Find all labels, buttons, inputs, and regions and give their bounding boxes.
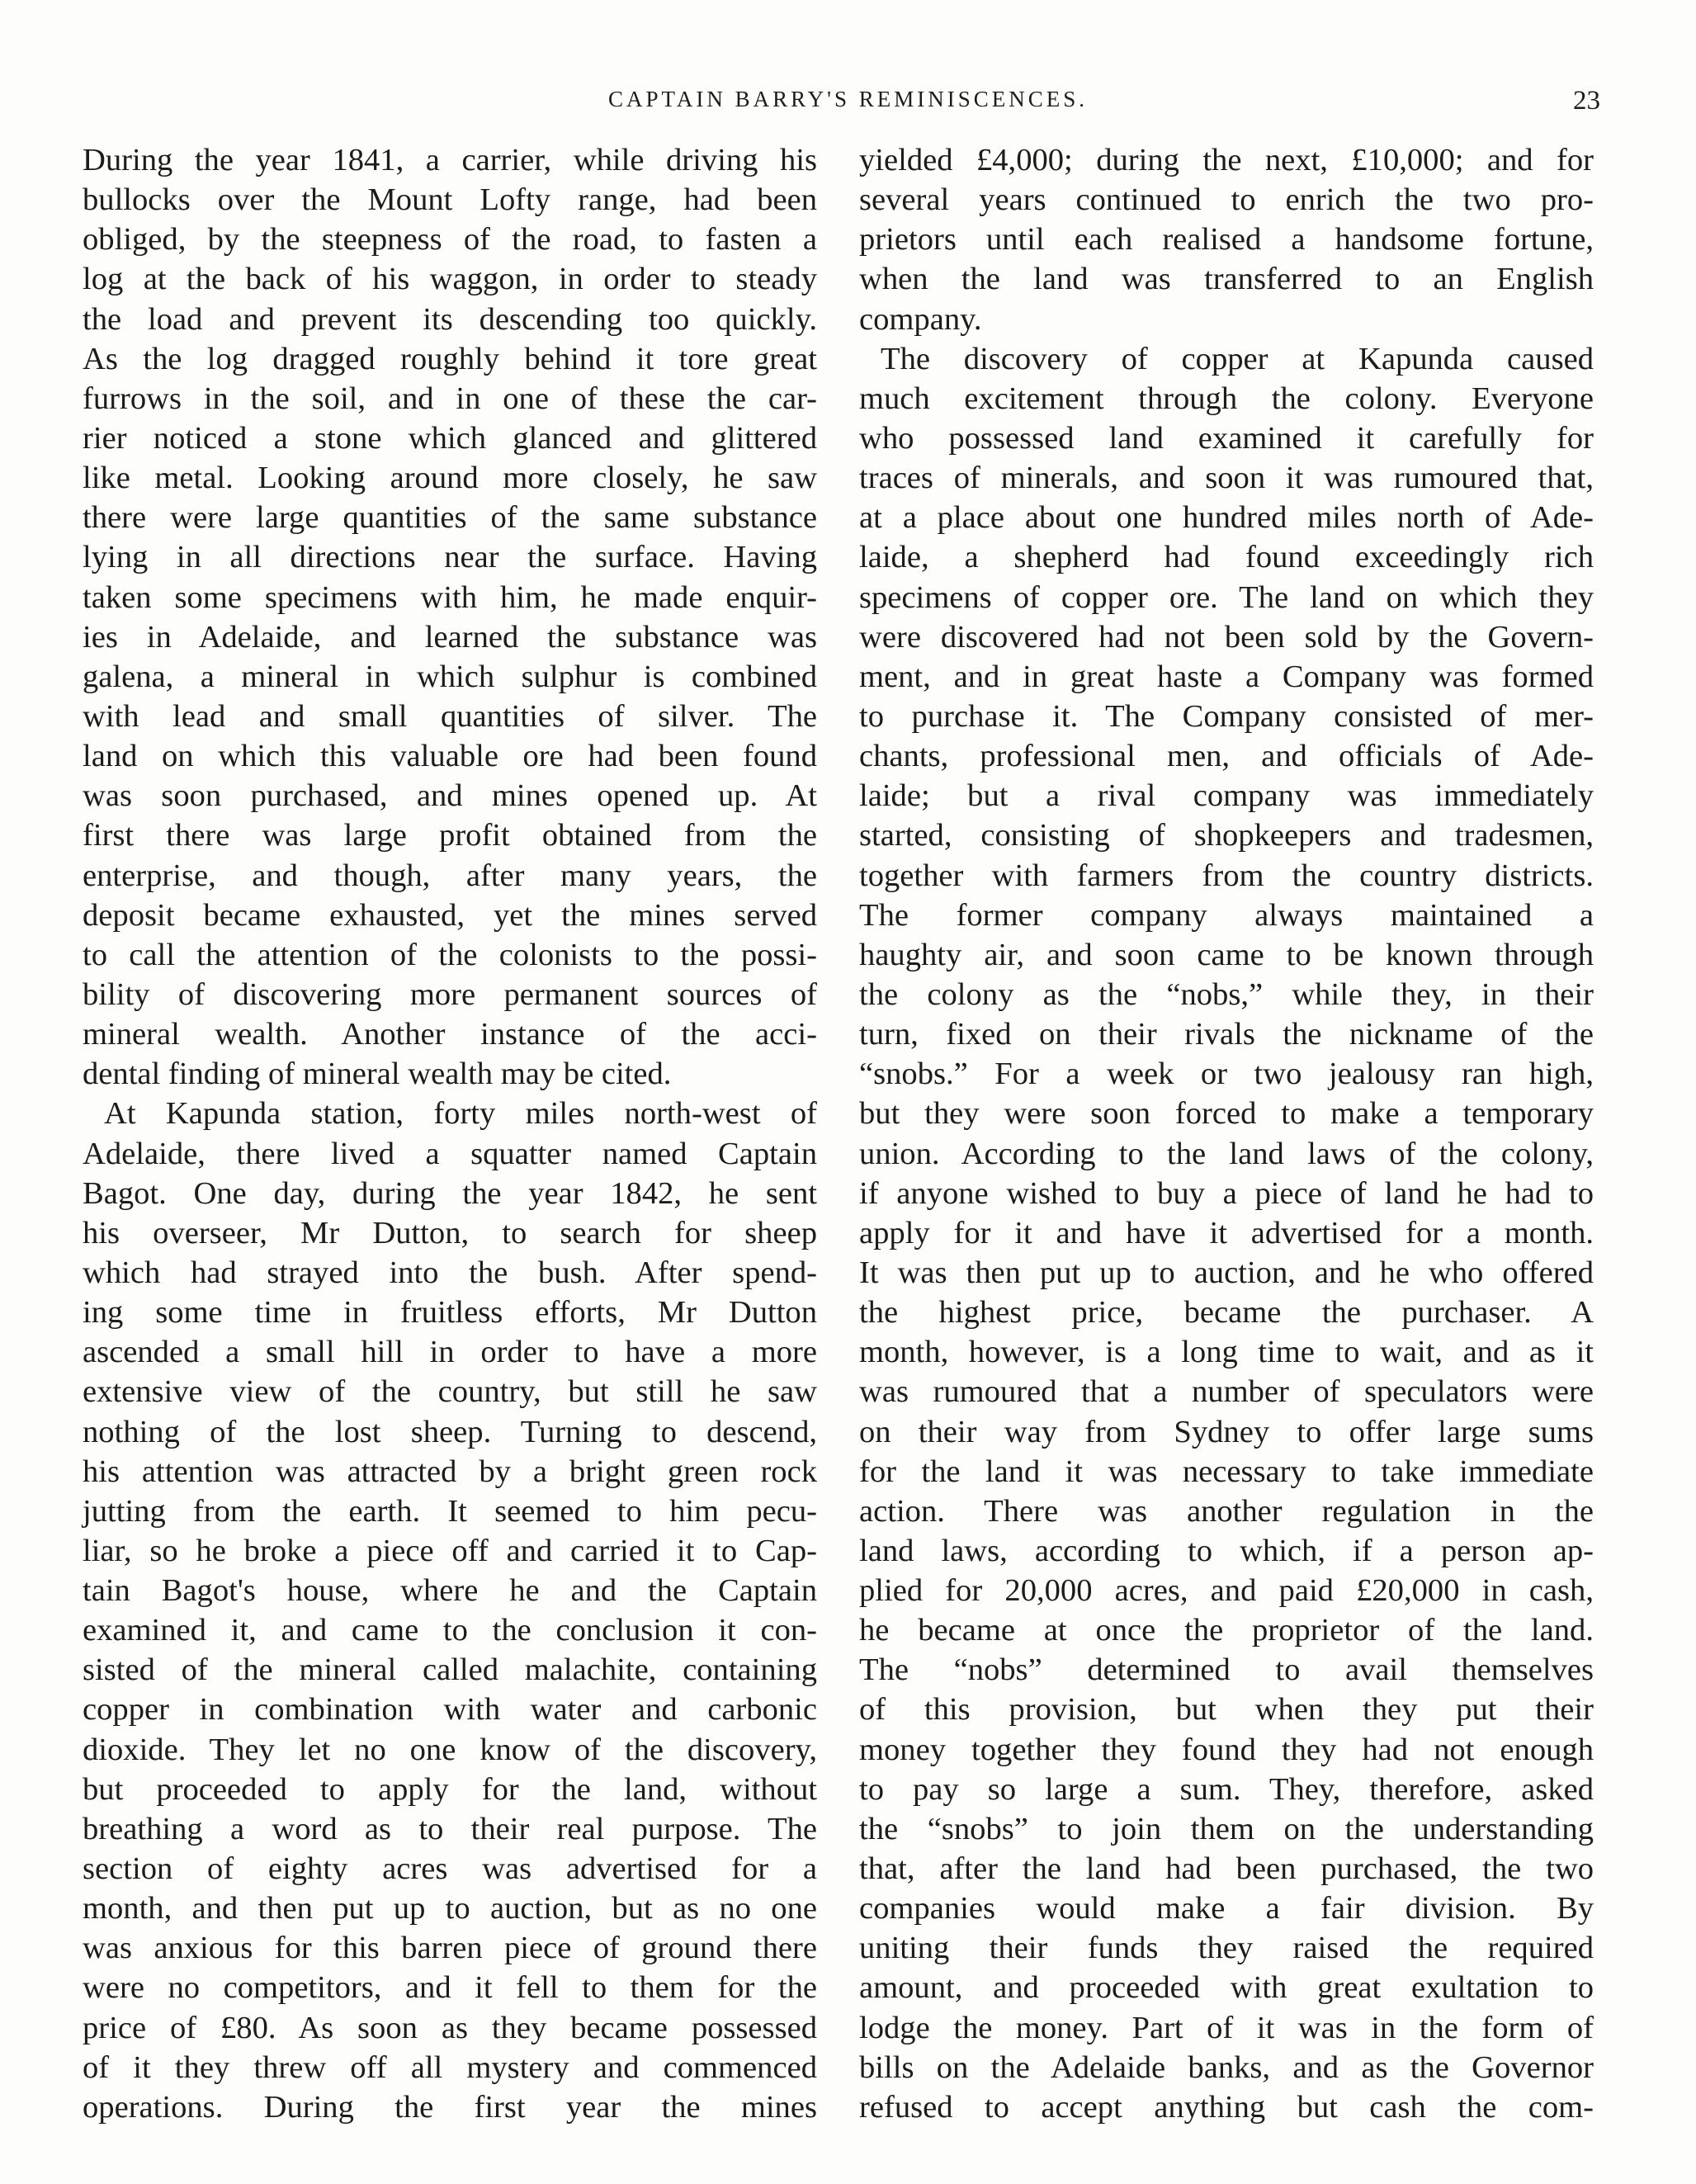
text-line: enterprise, and though, after many years, the: [83, 858, 817, 893]
text-line: to purchase it. The Company consisted of mer-: [859, 698, 1594, 734]
text-line: examined it, and came to the conclusion it con-: [83, 1613, 817, 1648]
text-line: log at the back of his waggon, in order to steady: [83, 262, 817, 297]
text-line: bullocks over the Mount Lofty range, had been: [83, 182, 817, 218]
text-line: extensive view of the country, but still he saw: [83, 1374, 817, 1410]
text-line: there were large quantities of the same substance: [83, 500, 817, 536]
text-line: breathing a word as to their real purpose. The: [83, 1811, 817, 1846]
text-line: that, after the land had been purchased, the two: [859, 1851, 1594, 1887]
text-line: of it they threw off all mystery and commenced: [83, 2049, 817, 2085]
text-line: month, however, is a long time to wait, and as it: [859, 1335, 1594, 1370]
right-column: [859, 140, 1594, 2127]
text-line: plied for 20,000 acres, and paid £20,000 in cash,: [859, 1573, 1594, 1609]
running-title: CAPTAIN BARRY'S REMINISCENCES.: [607, 87, 1089, 111]
text-line: were no competitors, and it fell to them for the: [83, 1970, 817, 2006]
text-line: was anxious for this barren piece of ground there: [83, 1931, 817, 1966]
text-line: at a place about one hundred miles north of Ade-: [859, 500, 1594, 536]
text-line: his attention was attracted by a bright green rock: [83, 1454, 817, 1489]
text-line: company.: [859, 301, 982, 337]
text-line: he became at once the proprietor of the land.: [859, 1613, 1594, 1648]
text-line: price of £80. As soon as they became possessed: [83, 2010, 817, 2045]
text-line: At Kapunda station, forty miles north-west of: [104, 1096, 817, 1132]
text-line: During the year 1841, a carrier, while driving his: [83, 143, 817, 177]
text-line: dental finding of mineral wealth may be cited.: [83, 1057, 672, 1092]
text-line: copper in combination with water and carbonic: [83, 1692, 817, 1728]
text-line: amount, and proceeded with great exultation to: [859, 1970, 1594, 2006]
text-line: to call the attention of the colonists to the possi-: [83, 937, 817, 972]
text-line: mineral wealth. Another instance of the acci-: [83, 1017, 817, 1052]
text-line: laide, a shepherd had found exceedingly rich: [859, 540, 1594, 575]
text-line: the load and prevent its descending too quickly.: [83, 301, 817, 337]
text-line: galena, a mineral in which sulphur is combined: [83, 659, 817, 694]
text-line: uniting their funds they raised the required: [859, 1931, 1594, 1966]
text-line: ing some time in fruitless efforts, Mr Dutton: [83, 1295, 817, 1331]
text-line: ies in Adelaide, and learned the substance was: [83, 619, 817, 655]
text-line: liar, so he broke a piece off and carried it to Cap-: [83, 1533, 817, 1568]
text-line: As the log dragged roughly behind it tore great: [83, 341, 817, 376]
text-line: of this provision, but when they put their: [859, 1692, 1594, 1728]
text-line: dioxide. They let no one know of the discovery,: [83, 1732, 817, 1767]
text-line: action. There was another regulation in the: [859, 1493, 1594, 1529]
text-line: was rumoured that a number of speculators were: [859, 1374, 1594, 1410]
text-line: obliged, by the steepness of the road, to fasten a: [83, 222, 817, 258]
text-line: ment, and in great haste a Company was formed: [859, 659, 1594, 694]
text-line: “snobs.” For a week or two jealousy ran high,: [859, 1057, 1594, 1092]
text-line: jutting from the earth. It seemed to him pecu-: [83, 1493, 817, 1529]
text-line: together with farmers from the country districts.: [859, 858, 1594, 893]
text-line: The discovery of copper at Kapunda caused: [881, 341, 1594, 376]
text-line: sisted of the mineral called malachite, containing: [83, 1652, 817, 1688]
text-line: the “snobs” to join them on the understanding: [859, 1811, 1594, 1846]
text-line: started, consisting of shopkeepers and tradesmen,: [859, 818, 1594, 853]
text-line: yielded £4,000; during the next, £10,000; and for: [859, 143, 1594, 177]
text-line: with lead and small quantities of silver. The: [83, 698, 817, 734]
text-line: operations. During the first year the mines: [83, 2089, 817, 2125]
text-line: were discovered had not been sold by the Govern-: [859, 619, 1594, 655]
text-line: money together they found they had not enough: [859, 1732, 1594, 1767]
text-line: section of eighty acres was advertised for a: [83, 1851, 817, 1887]
text-line: was soon purchased, and mines opened up. At: [83, 778, 817, 814]
text-line: like metal. Looking around more closely, he saw: [83, 461, 817, 496]
text-line: laide; but a rival company was immediately: [859, 778, 1594, 814]
text-line: nothing of the lost sheep. Turning to descend,: [83, 1414, 817, 1449]
text-line: tain Bagot's house, where he and the Captain: [83, 1573, 817, 1609]
text-line: which had strayed into the bush. After spend-: [83, 1255, 817, 1290]
text-line: bills on the Adelaide banks, and as the Governor: [859, 2049, 1594, 2085]
text-line: the highest price, became the purchaser. A: [859, 1295, 1594, 1331]
text-line: apply for it and have it advertised for a month.: [859, 1215, 1594, 1250]
text-line: companies would make a fair division. By: [859, 1891, 1594, 1926]
text-line: prietors until each realised a handsome fortune,: [859, 222, 1594, 258]
text-line: who possessed land examined it carefully for: [859, 420, 1594, 456]
text-line: rier noticed a stone which glanced and glittered: [83, 420, 817, 456]
page-number: 23: [1573, 86, 1600, 116]
text-line: union. According to the land laws of the colony,: [859, 1136, 1594, 1171]
text-line: lodge the money. Part of it was in the form of: [859, 2010, 1594, 2045]
text-line: on their way from Sydney to offer large sums: [859, 1414, 1594, 1449]
text-line: The “nobs” determined to avail themselves: [859, 1652, 1594, 1688]
text-line: deposit became exhausted, yet the mines served: [83, 897, 817, 933]
left-column: [83, 140, 817, 2127]
text-line: first there was large profit obtained from the: [83, 818, 817, 853]
text-line: Adelaide, there lived a squatter named Captain: [83, 1136, 817, 1171]
text-line: if anyone wished to buy a piece of land he had to: [859, 1175, 1594, 1211]
text-line: The former company always maintained a: [859, 897, 1594, 933]
text-line: several years continued to enrich the two pro-: [859, 182, 1594, 218]
text-line: turn, fixed on their rivals the nickname of the: [859, 1017, 1594, 1052]
text-line: taken some specimens with him, he made enquir-: [83, 579, 817, 615]
text-line: much excitement through the colony. Everyone: [859, 381, 1594, 416]
text-line: traces of minerals, and soon it was rumoured that,: [859, 461, 1594, 496]
text-line: It was then put up to auction, and he who offered: [859, 1255, 1594, 1290]
running-header: [0, 83, 1696, 116]
text-line: the colony as the “nobs,” while they, in their: [859, 976, 1594, 1012]
text-line: his overseer, Mr Dutton, to search for sheep: [83, 1215, 817, 1250]
text-line: but proceeded to apply for the land, without: [83, 1771, 817, 1807]
text-line: to pay so large a sum. They, therefore, asked: [859, 1771, 1594, 1807]
text-line: haughty air, and soon came to be known through: [859, 937, 1594, 972]
text-line: specimens of copper ore. The land on which they: [859, 579, 1594, 615]
text-line: when the land was transferred to an English: [859, 262, 1594, 297]
text-line: furrows in the soil, and in one of these the car-: [83, 381, 817, 416]
text-line: but they were soon forced to make a temporary: [859, 1096, 1594, 1132]
text-line: for the land it was necessary to take immediate: [859, 1454, 1594, 1489]
text-line: land laws, according to which, if a person ap-: [859, 1533, 1594, 1568]
text-line: month, and then put up to auction, but as no one: [83, 1891, 817, 1926]
text-line: lying in all directions near the surface. Having: [83, 540, 817, 575]
text-line: chants, professional men, and officials of Ade-: [859, 739, 1594, 774]
text-line: land on which this valuable ore had been found: [83, 739, 817, 774]
text-line: Bagot. One day, during the year 1842, he sent: [83, 1175, 817, 1211]
text-line: refused to accept anything but cash the com-: [859, 2089, 1594, 2125]
text-line: ascended a small hill in order to have a more: [83, 1335, 817, 1370]
text-line: bility of discovering more permanent sources of: [83, 976, 817, 1012]
